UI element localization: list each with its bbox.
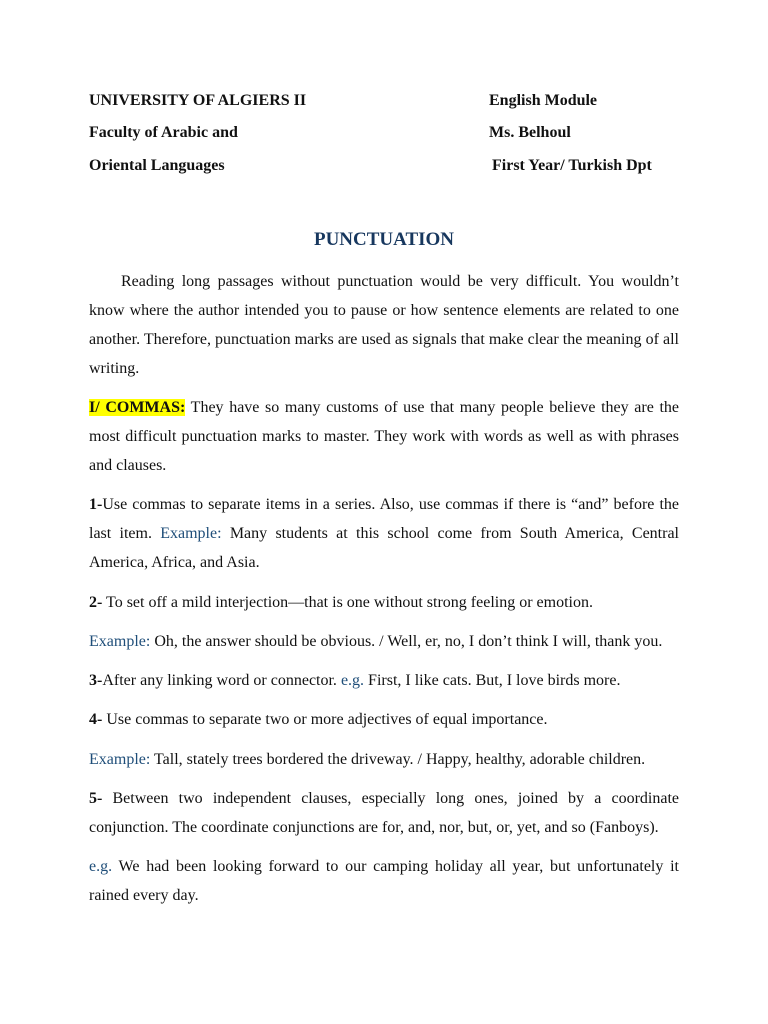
rule-number: 4- (89, 711, 103, 728)
rule-2 (89, 588, 679, 617)
example-text: We had been looking forward to our camping holiday all year, but unfortunately it rained every day. (89, 858, 679, 904)
commas-paragraph (89, 393, 679, 480)
example-text: Many students at this school come from South America, Central America, Africa, and Asia. (89, 525, 680, 571)
module-name: English Module (489, 92, 598, 109)
rule-number: 5- (89, 790, 103, 807)
university-name: UNIVERSITY OF ALGIERS II (89, 92, 307, 109)
teacher-name: Ms. Belhoul (489, 124, 571, 141)
example-label: e.g. (340, 672, 365, 689)
faculty-name-cont: Oriental Languages (89, 157, 225, 174)
rule-3 (89, 666, 679, 695)
rule-text: Use commas to separate items in a series. Also, use commas if there is “and” before the last item. (89, 496, 679, 542)
rule-4 (89, 705, 679, 734)
rule-text: Use commas to separate two or more adjectives of equal importance. (102, 711, 548, 728)
rule-4-example (89, 745, 679, 774)
commas-heading: I/ COMMAS: (89, 399, 186, 416)
rule-number: 3- (89, 672, 103, 689)
intro-paragraph: Reading long passages without punctuation would be very difficult. You wouldn’t know where the author intended you to pause or how sentence elements are related to one another. Therefore, punctuation marks are used as signals that make clear the meaning of all writing. (89, 273, 679, 377)
class-level: First Year/ Turkish Dpt (492, 157, 652, 174)
example-text: Oh, the answer should be obvious. / Well, er, no, I don’t think I will, thank you. (150, 633, 663, 650)
rule-text: Between two independent clauses, especially long ones, joined by a coordinate conjunction. The coordinate conjunctions are for, and, nor, but, or, yet, and so (Fanboys). (89, 790, 679, 836)
rule-2-example (89, 627, 679, 656)
example-label: Example: (160, 525, 222, 542)
rule-5-example (89, 852, 679, 910)
example-label: Example: (89, 633, 151, 650)
commas-text: They have so many customs of use that many people believe they are the most difficult punctuation marks to master. They work with words as well as with phrases and clauses. (89, 399, 680, 474)
example-text: Tall, stately trees bordered the driveway. / Happy, healthy, adorable children. (150, 751, 646, 768)
rule-1 (89, 490, 679, 577)
rule-number: 1- (89, 496, 103, 513)
faculty-name: Faculty of Arabic and (89, 124, 238, 141)
page-title: PUNCTUATION (313, 229, 455, 250)
rule-number: 2- (89, 594, 103, 611)
example-label: e.g. (89, 858, 113, 875)
rule-text: After any linking word or connector. (102, 672, 341, 689)
example-label: Example: (89, 751, 151, 768)
rule-text: To set off a mild interjection—that is one without strong feeling or emotion. (102, 594, 593, 611)
rule-5 (89, 784, 679, 842)
example-text: First, I like cats. But, I love birds more. (364, 672, 621, 689)
